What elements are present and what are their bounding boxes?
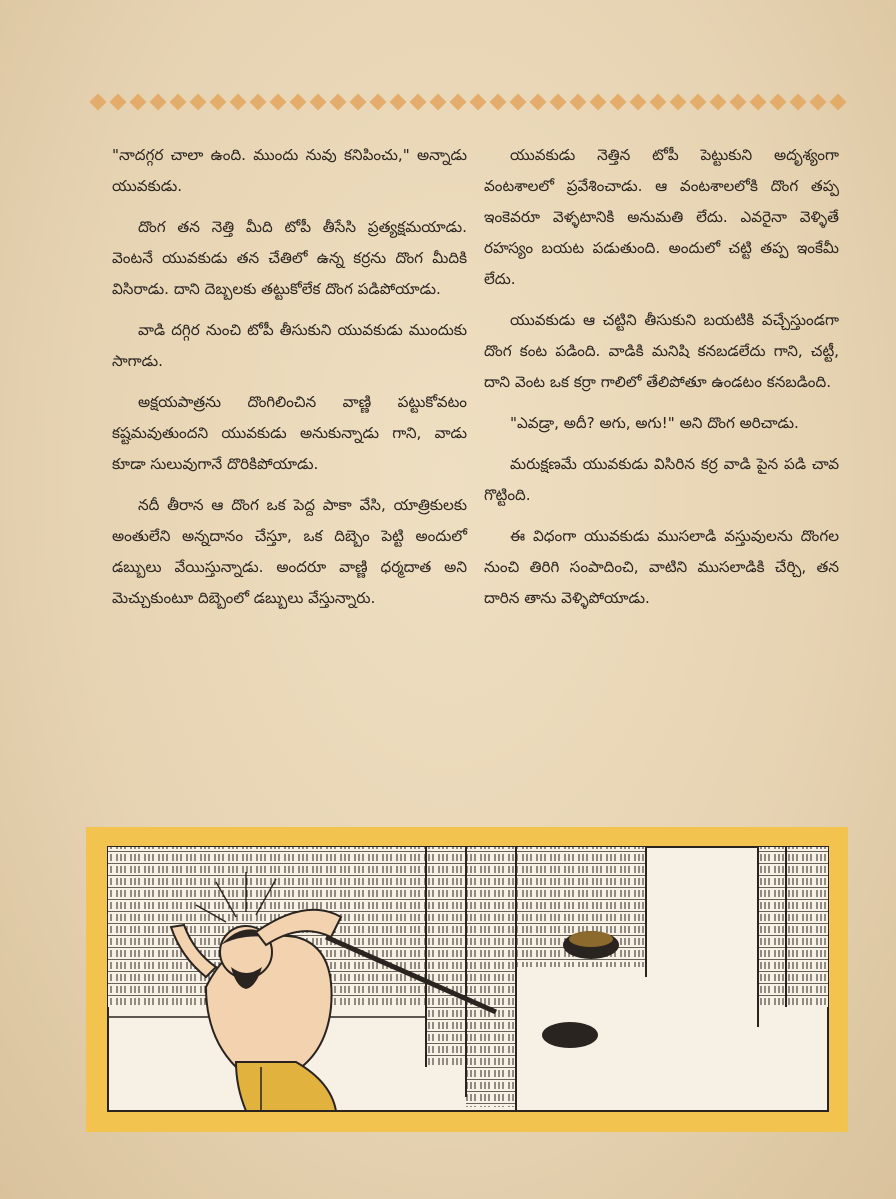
paragraph: అక్షయపాత్రను దొంగిలించిన వాణ్ణి పట్టుకోవటం కష్టమవుతుందని యువకుడు అనుకున్నాడు గాని, వాడు కూడా సులువుగానే దొరికిపోయాడు. xyxy=(112,393,467,473)
decorative-border xyxy=(92,92,844,112)
paragraph: "ఎవడ్రా, అదీ? అగు, అగు!" అని దొంగ అరిచాడు. xyxy=(510,414,799,432)
paragraph: యువకుడు నెత్తిన టోపీ పెట్టుకుని అదృశ్యంగా వంటశాలలో ప్రవేశించాడు. ఆ వంటశాలలోకి దొంగ తప్ప ఇంకెవరూ వెళ్ళటానికి అనుమతి లేదు. ఎవరైనా వెళ్ళితే రహస్యం బయట పడుతుంది. అందులో చట్టి తప్ప ఇంకేమీ లేదు. xyxy=(484,146,839,288)
paragraph: యువకుడు ఆ చట్టిని తీసుకుని బయటికి వచ్చేస్తుండగా దొంగ కంట పడింది. వాడికి మనిషి కనబడలేదు గాని, చట్టీ, దాని వెంట ఒక కర్రా గాలిలో తేలిపోతూ ఉండటం కనబడింది. xyxy=(484,311,839,391)
illustration-drawing xyxy=(86,827,848,1132)
right-column xyxy=(484,140,839,624)
paragraph: వాడి దగ్గిర నుంచి టోపీ తీసుకుని యువకుడు ముందుకు సాగాడు. xyxy=(112,321,467,370)
illustration xyxy=(86,827,848,1132)
wall-panel xyxy=(426,847,466,1067)
wall-panel xyxy=(466,847,516,1107)
paragraph: ఈ విధంగా యువకుడు ముసలాడి వస్తువులను దొంగల నుంచి తిరిగి సంపాదించి, వాటిని ముసలాడికి చేర్చి, తన దారిన తాను వెళ్ళిపోయాడు. xyxy=(484,527,839,607)
paragraph: దొంగ తన నెత్తి మీది టోపీ తీసేసి ప్రత్యక్షమయాడు. వెంటనే యువకుడు తన చేతిలో ఉన్న కర్రను దొంగ మీదికి విసిరాడు. దాని దెబ్బలకు తట్టుకోలేక దొంగ పడిపోయాడు. xyxy=(112,218,467,298)
paragraph: "నాదగ్గర చాలా ఉంది. ముందు నువు కనిపించు," అన్నాడు యువకుడు. xyxy=(112,146,467,195)
left-column xyxy=(112,140,467,624)
hat xyxy=(542,1022,598,1048)
paragraph: నదీ తీరాన ఆ దొంగ ఒక పెద్ద పాకా వేసి, యాత్రికులకు అంతులేని అన్నదానం చేస్తూ, ఒక దిబ్బెం పెట్టి అందులో డబ్బులు వేయిస్తున్నాడు. అందరూ వాణ్ణి ధర్మదాత అని మెచ్చుకుంటూ దిబ్బెంలో డబ్బులు వేస్తున్నారు. xyxy=(112,496,467,607)
wall-panel xyxy=(758,847,828,1007)
paragraph: మరుక్షణమే యువకుడు విసిరిన కర్ర వాడి పైన పడి చావ గొట్టింది. xyxy=(484,455,839,504)
